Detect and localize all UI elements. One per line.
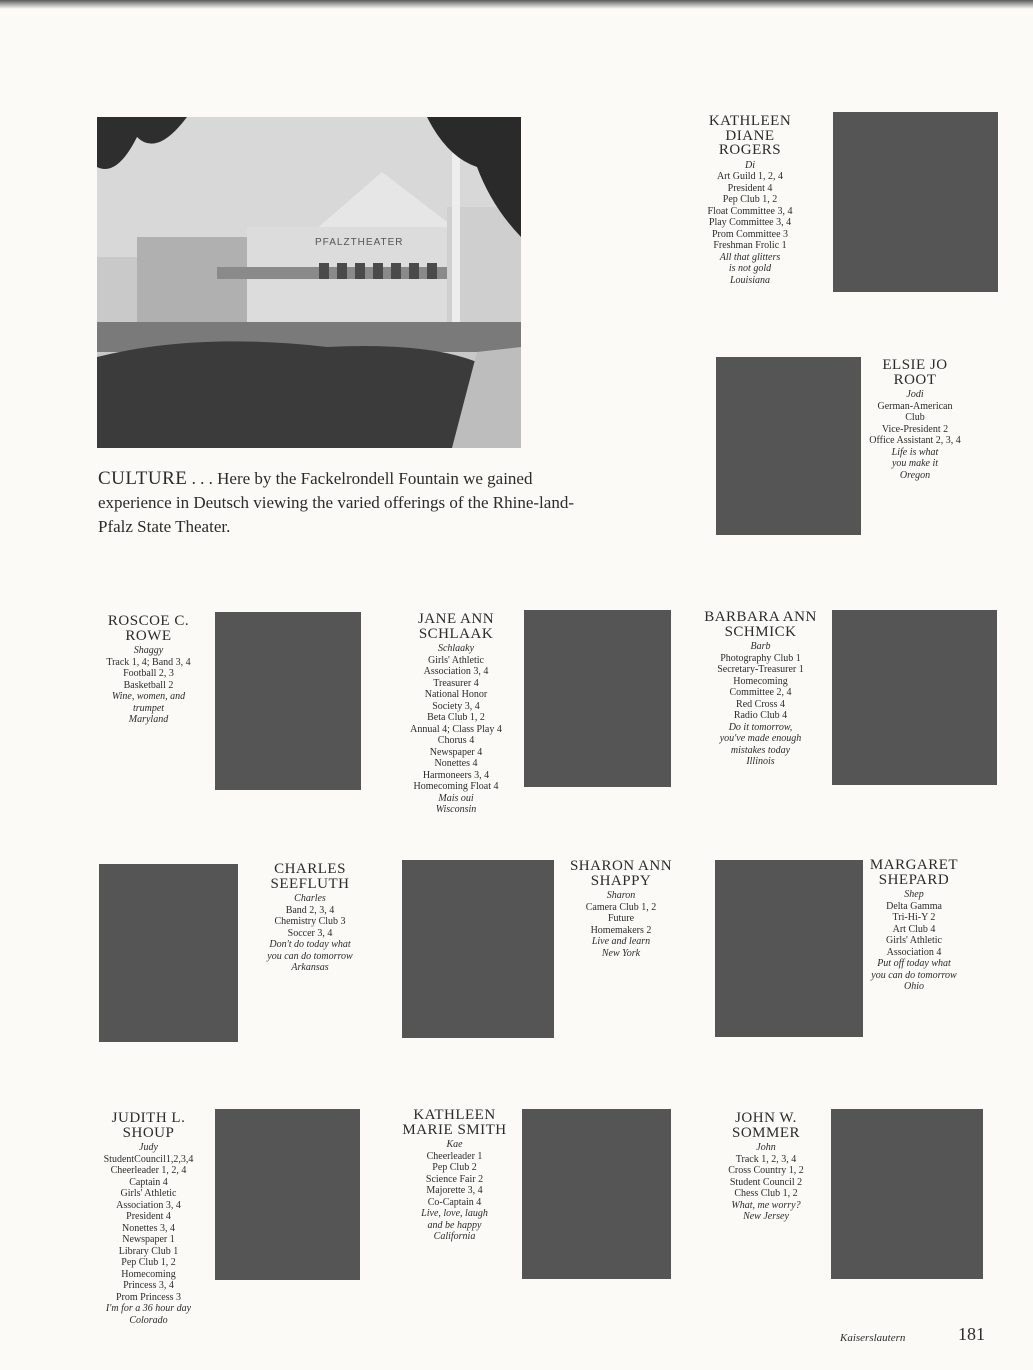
- bio-shappy: [556, 859, 686, 959]
- activity: Beta Club 1, 2: [427, 712, 485, 723]
- portrait-sommer: [831, 1109, 983, 1279]
- motto: is not gold: [728, 263, 772, 274]
- activity: Girls' Athletic: [120, 1188, 177, 1199]
- motto: Live and learn: [591, 936, 651, 947]
- motto: Mais oui: [438, 792, 474, 804]
- activity: Delta Gamma: [886, 900, 942, 912]
- bio-shepard: [860, 858, 968, 993]
- activity: Cheerleader 1, 2, 4: [110, 1165, 187, 1176]
- activity: President 4: [126, 1211, 171, 1222]
- motto: I'm for a 36 hour day: [105, 1303, 192, 1314]
- activity: Newspaper 4: [429, 746, 483, 758]
- portrait-shoup: [215, 1109, 360, 1280]
- portrait-rowe: [215, 612, 361, 790]
- bio-schlaak: [391, 612, 521, 816]
- home-state: Oregon: [899, 469, 931, 481]
- student-name: SEEFLUTH: [270, 875, 350, 892]
- student-name: ELSIE JO: [882, 357, 948, 373]
- nickname: Judy: [139, 1142, 158, 1153]
- activity: Soccer 3, 4: [287, 927, 333, 939]
- activity: Cheerleader 1: [426, 1150, 483, 1162]
- activity: Cross Country 1, 2: [728, 1165, 804, 1176]
- motto: Don't do today what: [269, 939, 351, 950]
- portrait-root: [716, 357, 861, 535]
- activity: German-American: [877, 400, 953, 412]
- activity: Pep Club 1, 2: [121, 1257, 176, 1268]
- nickname: Charles: [294, 893, 326, 904]
- activity: Basketball 2: [123, 679, 174, 691]
- page-top-edge: [0, 0, 1033, 9]
- activity: Prom Princess 3: [116, 1291, 181, 1303]
- motto: What, me worry?: [731, 1199, 801, 1211]
- nickname: Jodi: [906, 389, 924, 400]
- activity: Secretary-Treasurer 1: [717, 664, 804, 675]
- portrait-smith: [522, 1109, 671, 1279]
- student-name: KATHLEEN: [708, 113, 792, 129]
- theater-sign: PFALZTHEATER: [315, 237, 404, 248]
- activity: Band 2, 3, 4: [285, 904, 335, 916]
- nickname: Di: [745, 159, 755, 171]
- student-name: JANE ANN: [417, 611, 495, 627]
- home-state: Maryland: [128, 714, 169, 725]
- portrait-rogers: [833, 112, 998, 292]
- home-state: Colorado: [129, 1314, 168, 1326]
- nickname: Shaggy: [133, 645, 164, 656]
- page-number: 181: [958, 1324, 985, 1344]
- activity: Track 1, 4; Band 3, 4: [106, 656, 191, 668]
- activity: Association 3, 4: [116, 1199, 181, 1211]
- nickname: John: [756, 1142, 776, 1153]
- bio-rowe: [86, 614, 211, 726]
- activity: Chess Club 1, 2: [734, 1188, 798, 1199]
- activity: Red Cross 4: [736, 698, 785, 710]
- activity: Chemistry Club 3: [274, 916, 346, 927]
- portrait-seefluth: [99, 864, 238, 1042]
- activity: Annual 4; Class Play 4: [410, 723, 502, 735]
- activity: Treasurer 4: [433, 677, 479, 689]
- student-name: SCHLAAK: [418, 625, 494, 642]
- activity: Float Committee 3, 4: [707, 205, 793, 217]
- student-name: JOHN W.: [735, 1110, 797, 1126]
- student-name: ROGERS: [718, 142, 782, 158]
- activity: Art Club 4: [892, 923, 936, 935]
- activity: Prom Committee 3: [711, 228, 789, 240]
- motto: All that glitters: [719, 251, 781, 263]
- activity: Newspaper 1: [122, 1234, 175, 1245]
- activity: Homecoming: [121, 1268, 176, 1280]
- home-state: California: [433, 1231, 476, 1242]
- bio-seefluth: [245, 862, 375, 974]
- student-name: DIANE: [725, 127, 775, 144]
- activity: Homecoming Float 4: [413, 781, 499, 792]
- student-name: MARIE SMITH: [402, 1121, 507, 1138]
- motto: Life is what: [891, 446, 939, 458]
- student-name: SHAPPY: [590, 872, 652, 889]
- activity: Committee 2, 4: [729, 687, 792, 698]
- home-state: Ohio: [904, 981, 924, 992]
- motto: you've made enough: [719, 733, 802, 744]
- student-name: ROWE: [125, 627, 172, 644]
- student-name: SCHMICK: [724, 623, 797, 640]
- portrait-shappy: [402, 860, 554, 1038]
- activity: Chorus 4: [437, 735, 475, 746]
- student-name: ROSCOE C.: [107, 613, 190, 629]
- bio-root: [861, 358, 969, 481]
- activity: Association 3, 4: [423, 666, 489, 677]
- motto: trumpet: [132, 702, 165, 714]
- activity: Homemakers 2: [590, 924, 652, 936]
- activity: Library Club 1: [118, 1245, 179, 1257]
- motto: you can do tomorrow: [267, 950, 353, 962]
- nickname: Kae: [446, 1139, 463, 1150]
- bio-schmick: [693, 610, 828, 768]
- activity: Football 2, 3: [123, 668, 174, 679]
- activity: Vice-President 2: [881, 423, 949, 435]
- motto: you make it: [891, 458, 939, 469]
- student-name: CHARLES: [274, 861, 346, 877]
- nickname: Sharon: [606, 890, 636, 901]
- activity: Association 4: [886, 946, 942, 958]
- portrait-shepard: [715, 860, 863, 1037]
- activity: Homecoming: [733, 675, 788, 687]
- caption-text: . . . Here by the Fackelrondell Fountain we gained experience in Deutsch viewing the varied offerings of the Rhine-land-Pfalz State Theater.: [98, 469, 574, 536]
- activity: Nonettes 3, 4: [121, 1222, 176, 1234]
- motto: Wine, women, and: [111, 691, 186, 702]
- activity: Future: [607, 913, 635, 924]
- activity: Majorette 3, 4: [426, 1185, 483, 1196]
- activity: Camera Club 1, 2: [585, 901, 657, 913]
- caption-lead: CULTURE: [98, 468, 188, 489]
- activity: Captain 4: [129, 1176, 168, 1188]
- bio-smith: [392, 1108, 517, 1243]
- activity: Co-Captain 4: [427, 1196, 482, 1208]
- activity: Student Council 2: [729, 1176, 803, 1188]
- home-state: Louisiana: [729, 274, 770, 286]
- activity: Office Assistant 2, 3, 4: [869, 435, 961, 446]
- motto: mistakes today: [730, 744, 791, 756]
- bio-shoup: [86, 1111, 211, 1326]
- student-name: JUDITH L.: [111, 1110, 186, 1126]
- motto: you can do tomorrow: [871, 969, 957, 981]
- motto: Put off today what: [877, 958, 951, 969]
- activity: Girls' Athletic: [886, 935, 942, 946]
- activity: Pep Club 2: [432, 1162, 477, 1173]
- activity: Society 3, 4: [432, 700, 480, 712]
- activity: Radio Club 4: [733, 710, 788, 721]
- student-name: SOMMER: [731, 1124, 801, 1141]
- activity: Photography Club 1: [720, 652, 801, 664]
- home-state: Illinois: [746, 756, 775, 767]
- activity: Pep Club 1, 2: [722, 194, 778, 205]
- bio-rogers: [680, 114, 820, 286]
- student-name: MARGARET: [869, 857, 959, 873]
- activity: Club: [905, 412, 925, 423]
- activity: Harmoneers 3, 4: [422, 769, 490, 781]
- footer-school: Kaiserslautern: [840, 1332, 906, 1344]
- activity: Tri-Hi-Y 2: [892, 912, 936, 923]
- student-name: BARBARA ANN: [704, 609, 817, 625]
- student-name: ROOT: [893, 371, 937, 388]
- activity: Play Committee 3, 4: [708, 217, 792, 228]
- nickname: Schlaaky: [437, 643, 475, 654]
- theater-caption: [98, 467, 588, 539]
- activity: President 4: [727, 182, 773, 194]
- student-name: SHARON ANN: [569, 858, 673, 874]
- home-state: New York: [601, 947, 641, 959]
- student-name: KATHLEEN: [413, 1107, 496, 1123]
- portrait-schmick: [832, 610, 997, 785]
- activity: Nonettes 4: [434, 758, 478, 769]
- activity: Girls' Athletic: [428, 654, 484, 666]
- activity: Science Fair 2: [425, 1173, 484, 1185]
- home-state: Wisconsin: [435, 804, 477, 815]
- activity: National Honor: [424, 689, 488, 700]
- activity: Track 1, 2, 3, 4: [735, 1153, 797, 1165]
- motto: Live, love, laugh: [421, 1208, 488, 1219]
- theater-photo: [97, 117, 521, 448]
- nickname: Barb: [750, 641, 771, 652]
- activity: Freshman Frolic 1: [713, 240, 787, 251]
- student-name: SHEPARD: [878, 871, 950, 888]
- bio-sommer: [706, 1111, 826, 1223]
- student-name: SHOUP: [122, 1124, 175, 1141]
- home-state: New Jersey: [743, 1211, 789, 1222]
- motto: Do it tomorrow,: [728, 721, 793, 733]
- nickname: Shep: [904, 889, 924, 900]
- home-state: Arkansas: [291, 962, 329, 973]
- activity: Art Guild 1, 2, 4: [716, 171, 784, 182]
- activity: StudentCouncil1,2,3,4: [103, 1153, 194, 1165]
- motto: and be happy: [427, 1219, 482, 1231]
- activity: Princess 3, 4: [123, 1280, 174, 1291]
- portrait-schlaak: [524, 610, 671, 787]
